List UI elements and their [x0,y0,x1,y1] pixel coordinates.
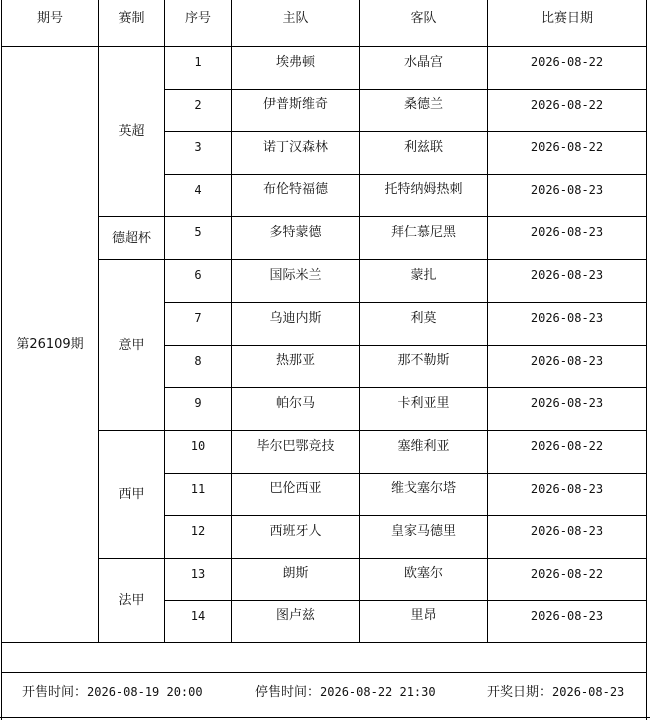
away-team-cell: 里昂 [410,608,437,623]
match-date-cell: 2026-08-23 [530,268,604,282]
sale-start [22,681,203,700]
match-date-cell: 2026-08-23 [530,481,604,496]
match-date-cell: 2026-08-22 [530,566,604,581]
match-date-cell: 2026-08-22 [530,439,604,453]
match-date-cell: 2026-08-23 [530,608,604,623]
draw-date-value: 2026-08-23 [552,685,625,699]
match-date-cell: 2026-08-22 [530,55,604,69]
away-team-cell: 卡利亚里 [397,395,450,411]
home-team-cell: 热那亚 [275,353,315,368]
home-team-cell: 伊普斯维奇 [262,97,328,112]
seq-cell: 14 [190,608,206,623]
away-team-cell: 水晶宫 [403,54,443,70]
match-date-cell: 2026-08-23 [530,182,604,197]
seq-cell: 4 [194,182,202,197]
seq-cell: 8 [194,353,202,368]
league-cell-ligue-1: 法甲 [118,593,145,608]
home-team-cell: 诺丁汉森林 [262,139,328,155]
away-team-cell: 蒙扎 [410,267,437,283]
match-date-cell: 2026-08-23 [530,524,604,538]
seq-cell: 7 [194,311,202,325]
away-team-cell: 桑德兰 [403,97,443,112]
seq-cell: 13 [190,566,206,581]
away-team-cell: 拜仁慕尼黑 [390,224,456,240]
home-team-cell: 乌迪内斯 [269,310,322,326]
draw-date [487,681,624,700]
seq-cell: 11 [190,481,206,496]
header-league: 赛制 [118,10,145,26]
home-team-cell: 多特蒙德 [269,224,322,240]
home-team-cell: 西班牙人 [269,523,322,539]
match-date-cell: 2026-08-23 [530,311,604,325]
home-team-cell: 国际米兰 [269,267,322,283]
seq-cell: 1 [194,55,202,69]
away-team-cell: 维戈塞尔塔 [390,481,456,496]
match-date-cell: 2026-08-22 [530,97,604,112]
period-cell: 第26109期 [16,337,84,352]
home-team-cell: 图卢兹 [275,608,315,623]
match-date-cell: 2026-08-23 [530,225,604,239]
away-team-cell: 欧塞尔 [403,566,443,581]
league-cell-german-supercup: 德超杯 [111,230,151,246]
league-cell-serie-a: 意甲 [118,337,145,353]
home-team-cell: 埃弗顿 [275,54,315,70]
header-seq: 序号 [184,10,211,26]
match-date-cell: 2026-08-22 [530,140,604,154]
draw-date-label: 开奖日期： [487,685,553,700]
home-team-cell: 布伦特福德 [262,182,328,197]
away-team-cell: 托特纳姆热刺 [384,182,463,197]
match-date-cell: 2026-08-23 [530,353,604,368]
home-team-cell: 毕尔巴鄂竞技 [256,438,335,454]
sale-stop-label: 停售时间： [255,685,321,700]
away-team-cell: 利兹联 [403,139,443,155]
sale-stop-value: 2026-08-22 21:30 [320,685,436,699]
league-cell-la-liga: 西甲 [118,487,145,502]
away-team-cell: 塞维利亚 [397,438,450,454]
seq-cell: 9 [194,396,202,410]
sale-start-label: 开售时间： [22,685,88,700]
away-team-cell: 那不勒斯 [397,353,450,368]
header-date: 比赛日期 [540,10,593,26]
away-team-cell: 皇家马德里 [390,523,456,539]
away-team-cell: 利莫 [410,310,437,326]
match-date-cell: 2026-08-23 [530,396,604,410]
sale-start-value: 2026-08-19 20:00 [87,685,203,699]
header-home: 主队 [282,10,309,26]
header-away: 客队 [410,10,437,26]
seq-cell: 5 [194,225,202,239]
seq-cell: 2 [194,97,202,112]
seq-cell: 3 [194,140,202,154]
sale-stop [255,681,436,700]
home-team-cell: 帕尔马 [275,395,315,411]
seq-cell: 10 [190,439,206,453]
home-team-cell: 朗斯 [282,566,309,581]
home-team-cell: 巴伦西亚 [269,481,322,496]
seq-cell: 12 [190,524,206,538]
seq-cell: 6 [194,268,202,282]
header-period: 期号 [36,10,63,26]
league-cell-premier-league: 英超 [118,124,145,139]
